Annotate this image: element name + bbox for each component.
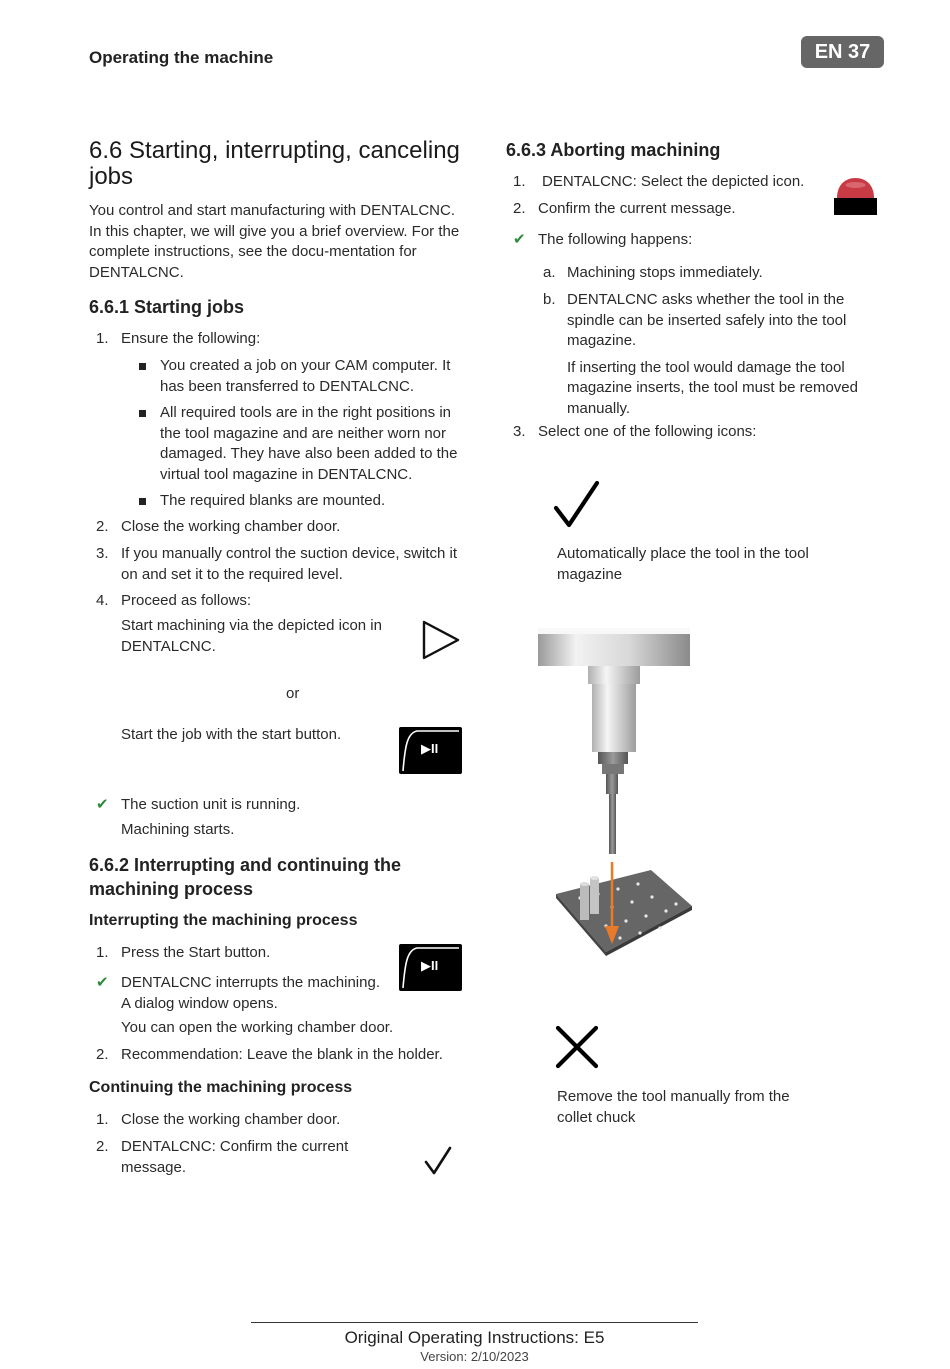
step-number: 3. [513,423,526,440]
heading-interrupting: Interrupting the machining process [89,912,358,929]
interrupt-result [96,973,416,1039]
step-number: 1. [96,1111,109,1128]
section-title: 6.6 Starting, interrupting, canceling jobs [89,137,460,190]
bullet-square-icon [139,363,146,370]
step-number: 2. [96,1046,109,1063]
intro-paragraph: You control and start manufacturing with DENTALCNC. In this chapter, we will give you a brief overview. For the complete instructions, see the docu-mentation for DENTALCNC. [89,202,460,281]
step-text: DENTALCNC: Confirm the current message. [121,1138,349,1176]
footer-version: Version: 2/10/2023 [420,1349,529,1364]
confirm-check-icon [422,1145,454,1177]
abort-sub-b [543,290,873,419]
bullet-text: You created a job on your CAM computer. It has been transferred to DENTALCNC. [160,357,451,395]
step-number: 1. [513,173,526,190]
spindle-illustration [536,626,720,964]
bullet-1 [139,356,469,397]
footer-rule [251,1322,698,1323]
bullet-square-icon [139,410,146,417]
step-number: 2. [96,518,109,535]
option-auto-place: Automatically place the tool in the tool magazine [557,545,809,583]
sub-text: DENTALCNC asks whether the tool in the spindle can be inserted safely into the tool magazine. [567,291,847,349]
checkmark-icon: ✔ [96,796,109,813]
option-manual-remove: Remove the tool manually from the collet chuck [557,1088,790,1126]
step-number: 3. [96,545,109,562]
step-text: DENTALCNC: Select the depicted icon. [542,173,805,190]
step-number: 4. [96,592,109,609]
option-start-button: Start the job with the start button. [121,726,342,743]
bullet-2 [139,403,469,485]
result-text: You can open the working chamber door. [121,1019,394,1036]
sub-letter: a. [543,264,556,281]
result-text: The suction unit is running. [121,796,301,813]
sub-note: If inserting the tool would damage the tool magazine inserts, the tool must be removed manually. [567,358,858,417]
step-text: Recommendation: Leave the blank in the holder. [121,1046,443,1063]
start-button-icon: ▶II [399,944,462,991]
step-text: Proceed as follows: [121,592,252,609]
play-icon [421,620,461,660]
bullet-square-icon [139,498,146,505]
step-number: 2. [513,200,526,217]
step-3 [96,544,471,585]
checkmark-icon: ✔ [513,231,526,248]
heading-interrupting-continuing: 6.6.2 Interrupting and continuing the machining process [89,855,402,899]
option-icon-start: Start machining via the depicted icon in DENTALCNC. [121,617,382,655]
checkmark-option-icon [552,480,600,528]
result-check [96,795,426,840]
checkmark-icon: ✔ [96,974,109,991]
sub-text: Machining stops immediately. [567,264,763,281]
step-text: Close the working chamber door. [121,518,341,535]
step-text: Confirm the current message. [538,200,736,217]
heading-starting-jobs: 6.6.1 Starting jobs [89,297,245,317]
result-text: Machining starts. [121,820,235,838]
step-text: If you manually control the suction device, switch it on and set it to the required level. [121,545,457,583]
heading-aborting: 6.6.3 Aborting machining [506,140,721,160]
heading-continuing: Continuing the machining process [89,1079,353,1096]
stop-icon [833,176,878,216]
result-text: DENTALCNC interrupts the machining. A dialog window opens. [121,974,380,1012]
running-header: Operating the machine [89,48,274,67]
step-text: Ensure the following: [121,330,261,347]
sub-letter: b. [543,291,556,308]
start-button-icon: ▶II [399,727,462,774]
x-option-icon [554,1024,600,1070]
continue-step-2 [96,1137,386,1178]
step-number: 1. [96,330,109,347]
step-number: 1. [96,944,109,961]
step-text: Press the Start button. [121,944,271,961]
bullet-3 [139,491,469,512]
bullet-text: All required tools are in the right positions in the tool magazine and are neither worn nor damaged. They have also been added to the virtual tool magazine in DENTALCNC. [160,404,458,483]
or-text: or [286,685,300,702]
step-text: Select one of the following icons: [538,423,757,440]
step-number: 2. [96,1138,109,1155]
step-text: Close the working chamber door. [121,1111,341,1128]
footer-title: Original Operating Instructions: E5 [344,1328,605,1347]
page-number-badge: EN 37 [801,36,884,68]
bullet-text: The required blanks are mounted. [160,492,386,509]
result-text: The following happens: [538,231,693,248]
